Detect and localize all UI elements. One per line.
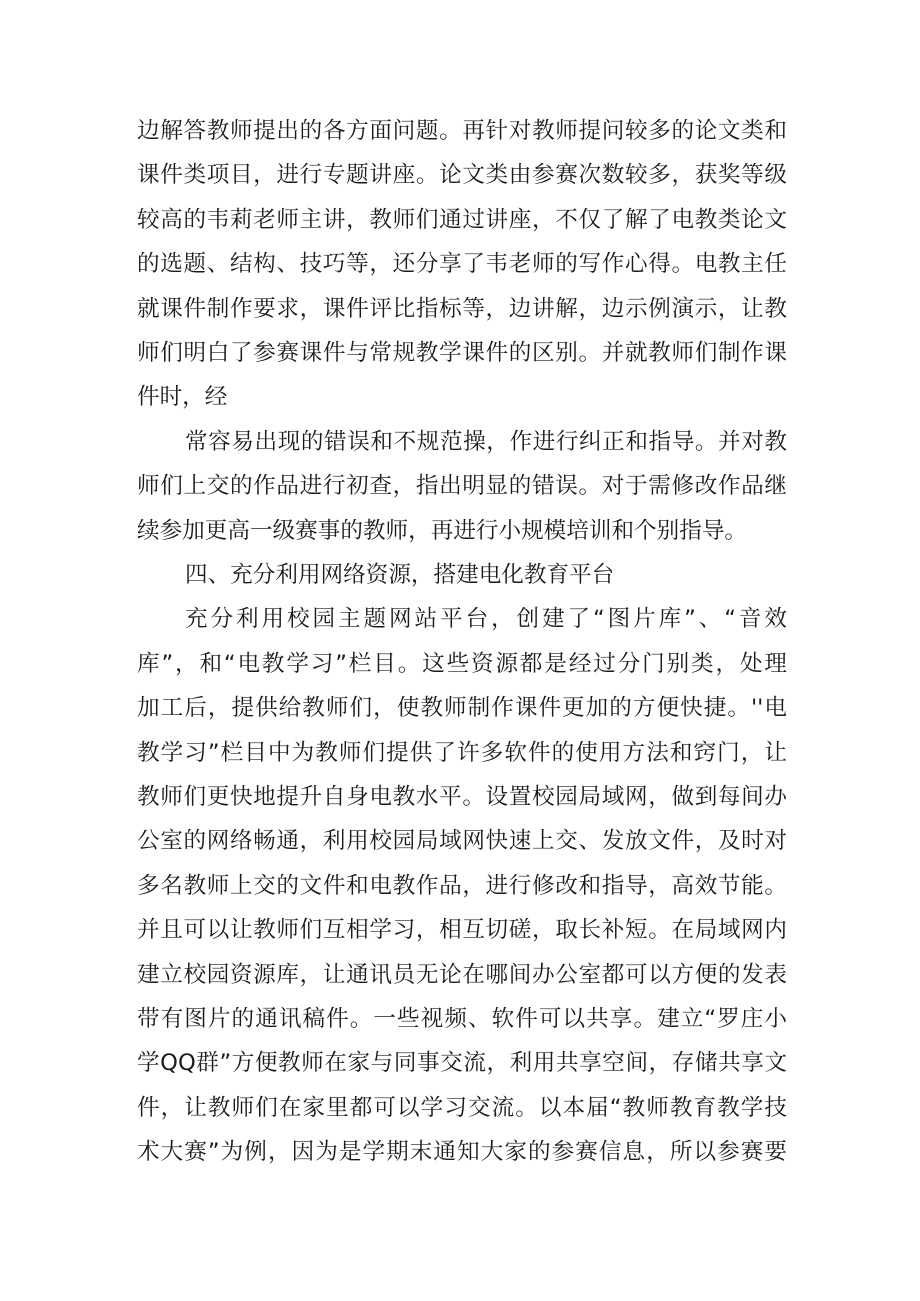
text-line-10: 续参加更高一级赛事的教师，再进行小规模培训和个别指导。 [137, 518, 748, 544]
text-line-9: 师们上交的作品进行初查，指出明显的错误。对于需修改作品继 [137, 473, 787, 499]
text-line-3: 较高的韦莉老师主讲，教师们通过讲座，不仅了解了电教类论文 [137, 207, 787, 233]
text-line-2: 课件类项目，进行专题讲座。论文类由参赛次数较多，获奖等级 [137, 162, 787, 188]
text-line-15: 教学习”栏目中为教师们提供了许多软件的使用方法和窍门，让 [137, 740, 787, 766]
text-line-6: 师们明白了参赛课件与常规教学课件的区别。并就教师们制作课 [137, 340, 787, 366]
section-heading: 四、充分利用网络资源，搭建电化教育平台 [185, 562, 615, 588]
text-line-5: 就课件制作要求，课件评比指标等，边讲解，边示例演示，让教 [137, 296, 787, 322]
text-line-1: 边解答教师提出的各方面问题。再针对教师提问较多的论文类和 [137, 118, 787, 144]
text-line-22: 学QQ群”方便教师在家与同事交流，利用共享空间，存储共享文 [137, 1050, 787, 1076]
text-line-7: 件时，经 [137, 384, 228, 410]
text-line-8: 常容易出现的错误和不规范操，作进行纠正和指导。并对教 [185, 429, 787, 455]
text-line-12: 充分利用校园主题网站平台，创建了“图片库”、“音效 [185, 606, 787, 632]
text-line-17: 公室的网络畅通，利用校园局域网快速上交、发放文件，及时对 [137, 828, 787, 854]
text-line-24: 术大赛”为例，因为是学期末通知大家的参赛信息，所以参赛要 [137, 1139, 787, 1165]
text-line-13: 库”，和“电教学习”栏目。这些资源都是经过分门别类，处理 [137, 651, 787, 677]
text-line-19: 并且可以让教师们互相学习，相互切磋，取长补短。在局域网内 [137, 917, 787, 943]
text-line-14: 加工后，提供给教师们，使教师制作课件更加的方便快捷。''电 [137, 695, 787, 721]
text-line-20: 建立校园资源库，让通讯员无论在哪间办公室都可以方便的发表 [137, 962, 787, 988]
text-line-21: 带有图片的通讯稿件。一些视频、软件可以共享。建立“罗庄小 [137, 1006, 787, 1032]
text-line-18: 多名教师上交的文件和电教作品，进行修改和指导，高效节能。 [137, 873, 787, 899]
text-line-16: 教师们更快地提升自身电教水平。设置校园局域网，做到每间办 [137, 784, 787, 810]
text-line-23: 件，让教师们在家里都可以学习交流。以本届“教师教育教学技 [137, 1095, 787, 1121]
text-line-4: 的选题、结构、技巧等，还分享了韦老师的写作心得。电教主任 [137, 251, 787, 277]
